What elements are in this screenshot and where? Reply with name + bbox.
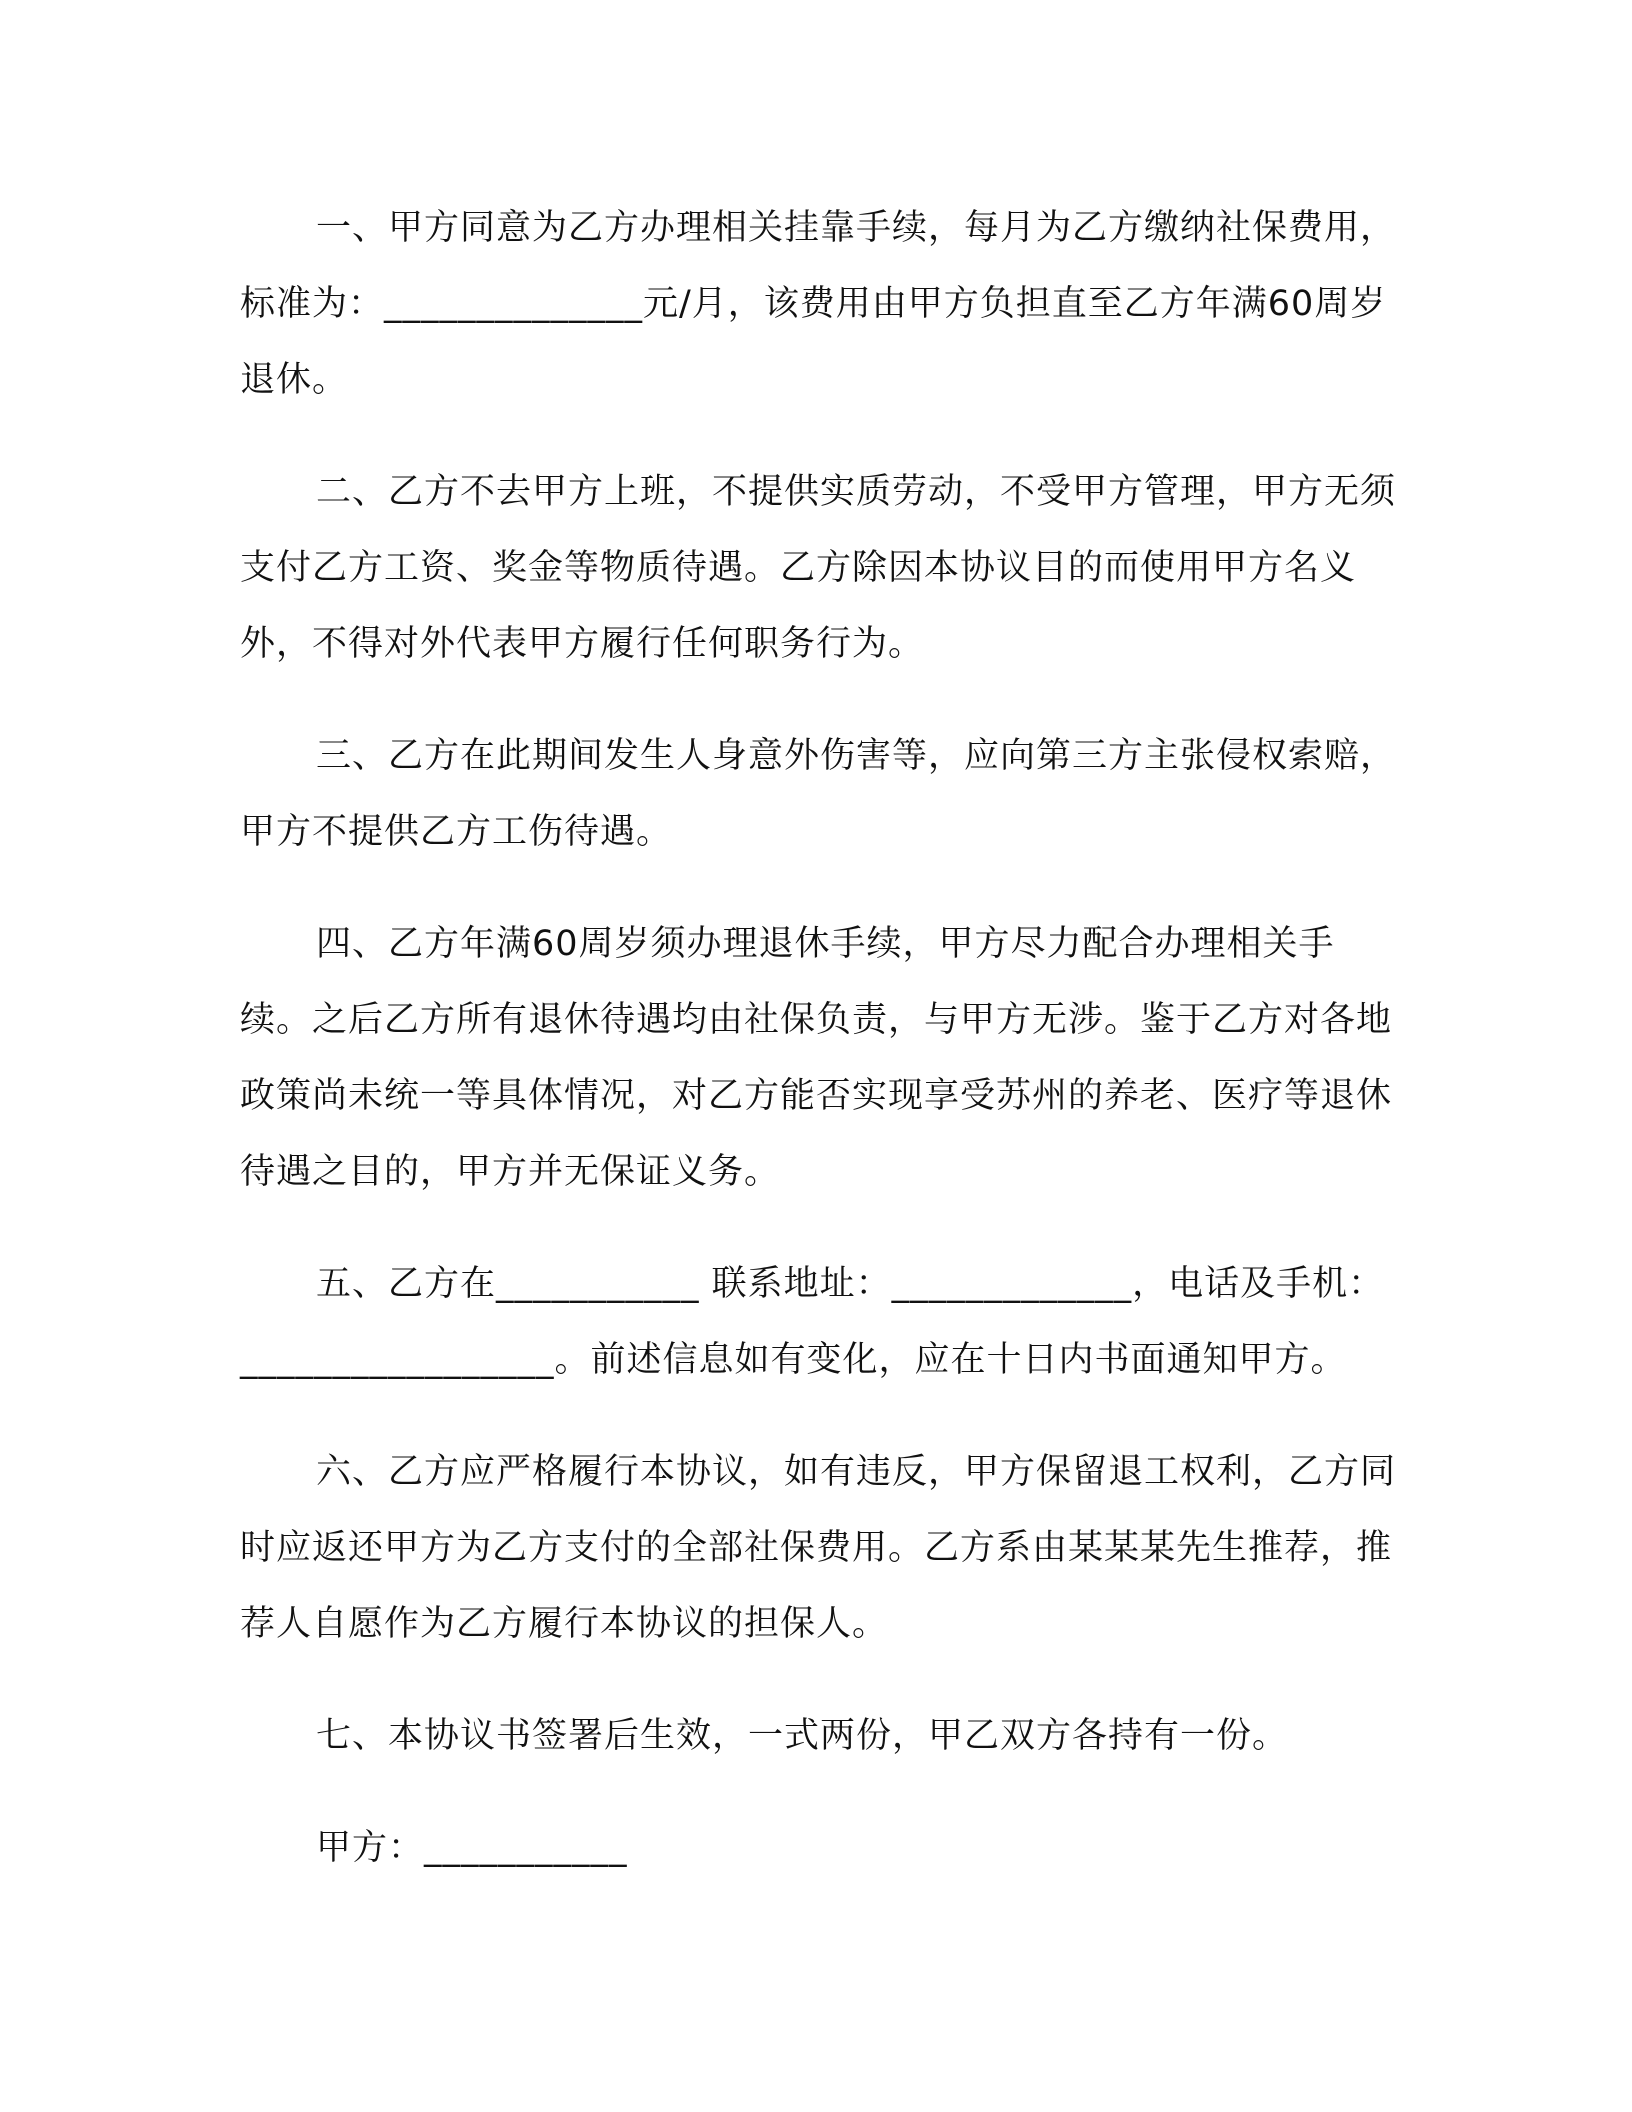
clause-4: 四、乙方年满60周岁须办理退休手续，甲方尽力配合办理相关手续。之后乙方所有退休待遇均由社保负责，与甲方无涉。鉴于乙方对各地政策尚未统一等具体情况，对乙方能否实现享受苏州的养老、医疗等退休待遇之目的，甲方并无保证义务。 bbox=[240, 924, 1393, 1192]
clause-7: 七、本协议书签署后生效，一式两份，甲乙双方各持有一份。 bbox=[316, 1716, 1289, 1756]
clause-1: 一、甲方同意为乙方办理相关挂靠手续，每月为乙方缴纳社保费用，标准为：______________元/月，该费用由甲方负担直至乙方年满60周岁退休。 bbox=[240, 208, 1397, 400]
clause-5: 五、乙方在___________ 联系地址：_____________，电话及手机：_________________。前述信息如有变化，应在十日内书面通知甲方。 bbox=[240, 1264, 1385, 1380]
clause-2: 二、乙方不去甲方上班，不提供实质劳动，不受甲方管理，甲方无须支付乙方工资、奖金等物质待遇。乙方除因本协议目的而使用甲方名义外，不得对外代表甲方履行任何职务行为。 bbox=[240, 472, 1397, 664]
document-body bbox=[240, 190, 1400, 1886]
clause-6: 六、乙方应严格履行本协议，如有违反，甲方保留退工权利，乙方同时应返还甲方为乙方支付的全部社保费用。乙方系由某某某先生推荐，推荐人自愿作为乙方履行本协议的担保人。 bbox=[240, 1452, 1397, 1644]
party-a-signature-line: 甲方：___________ bbox=[316, 1828, 628, 1868]
clause-3: 三、乙方在此期间发生人身意外伤害等，应向第三方主张侵权索赔，甲方不提供乙方工伤待遇。 bbox=[240, 736, 1397, 852]
